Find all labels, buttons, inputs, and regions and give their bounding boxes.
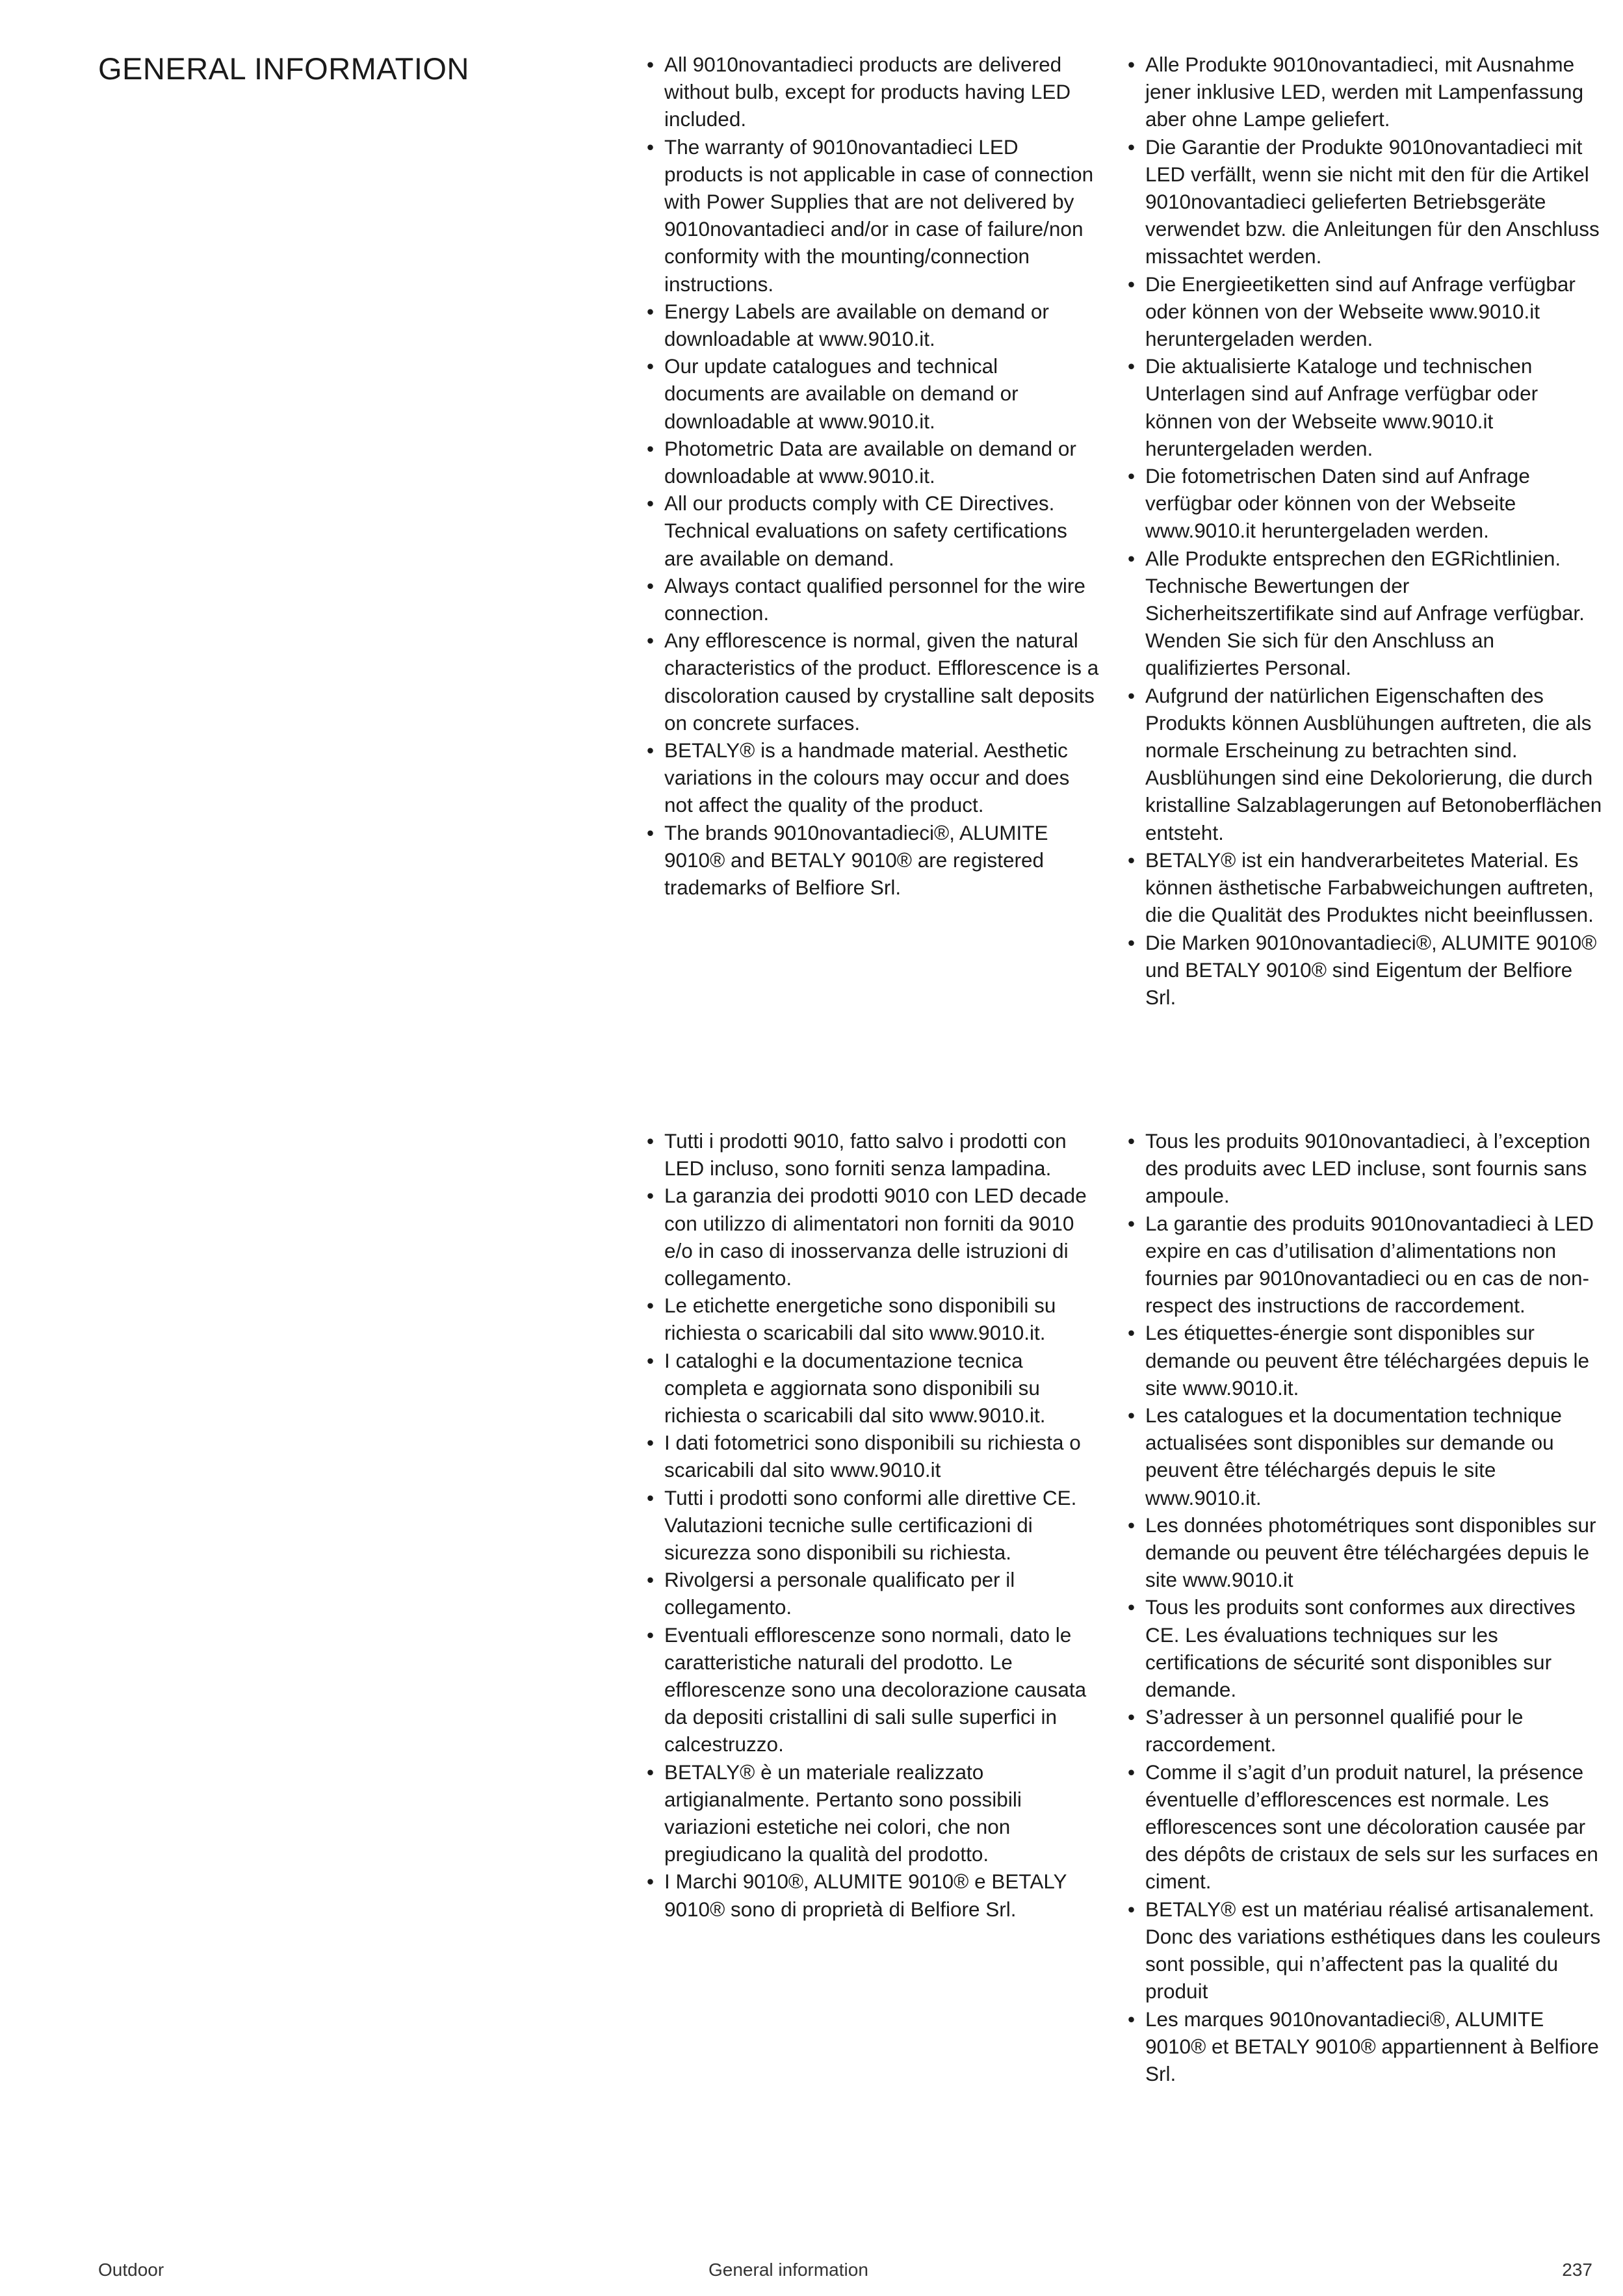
- list-item: • I Marchi 9010®, ALUMITE 9010® e BETALY 9010® sono di proprietà di Belfiore Srl.: [647, 1868, 1102, 1922]
- page-number: 237: [1562, 2260, 1592, 2280]
- english-info-list: [647, 51, 1102, 901]
- list-item: • Les catalogues et la documentation technique actualisées sont disponibles sur demande ou peuvent être téléchargés depuis le site www.9010.it.: [1128, 1402, 1602, 1511]
- page-title: GENERAL INFORMATION: [98, 51, 469, 86]
- list-item: • Les étiquettes-énergie sont disponibles sur demande ou peuvent être téléchargées depuis le site www.9010.it.: [1128, 1319, 1602, 1402]
- list-item: • The brands 9010novantadieci®, ALUMITE 9010® and BETALY 9010® are registered trademarks of Belfiore Srl.: [647, 819, 1102, 902]
- list-item: • The warranty of 9010novantadieci LED products is not applicable in case of connection with Power Supplies that are not delivered by 9010novantadieci and/or in case of failure/non conformity with the mounting/connection instructions.: [647, 133, 1102, 298]
- list-item: • Die Marken 9010novantadieci®, ALUMITE 9010® und BETALY 9010® sind Eigentum der Belfiore Srl.: [1128, 929, 1602, 1011]
- list-item: • Die Garantie der Produkte 9010novantadieci mit LED verfällt, wenn sie nicht mit den für die Artikel 9010novantadieci gelieferten Betriebsgeräte verwendet bzw. die Anleitungen für den Anschluss missachtet werden.: [1128, 133, 1602, 270]
- list-item: • S’adresser à un personnel qualifié pour le raccordement.: [1128, 1703, 1602, 1758]
- list-item: • Alle Produkte entsprechen den EGRichtlinien. Technische Bewertungen der Sicherheitszertifikate sind auf Anfrage verfügbar. Wenden Sie sich für den Anschluss an qualifiziertes Personal.: [1128, 545, 1602, 682]
- footer-section: Outdoor: [98, 2260, 164, 2280]
- list-item: • BETALY® is a handmade material. Aesthetic variations in the colours may occur and does not affect the quality of the product.: [647, 737, 1102, 819]
- list-item: • La garanzia dei prodotti 9010 con LED decade con utilizzo di alimentatori non forniti da 9010 e/o in caso di inosservanza delle istruzioni di collegamento.: [647, 1182, 1102, 1292]
- list-item: • Les données photométriques sont disponibles sur demande ou peuvent être téléchargées depuis le site www.9010.it: [1128, 1511, 1602, 1594]
- list-item: • Tutti i prodotti 9010, fatto salvo i prodotti con LED incluso, sono forniti senza lampadina.: [647, 1127, 1102, 1182]
- list-item: • Alle Produkte 9010novantadieci, mit Ausnahme jener inklusive LED, werden mit Lampenfassung aber ohne Lampe geliefert.: [1128, 51, 1602, 133]
- list-item: • BETALY® è un materiale realizzato artigianalmente. Pertanto sono possibili variazioni estetiche nei colori, che non pregiudicano la qualità del prodotto.: [647, 1758, 1102, 1868]
- list-item: • Our update catalogues and technical documents are available on demand or downloadable at www.9010.it.: [647, 352, 1102, 435]
- list-item: • All our products comply with CE Directives. Technical evaluations on safety certifications are available on demand.: [647, 489, 1102, 572]
- list-item: • Aufgrund der natürlichen Eigenschaften des Produkts können Ausblühungen auftreten, die als normale Erscheinung zu betrachten sind. Ausblühungen sind eine Dekolorierung, die durch kristalline Salzablagerungen auf Betonoberflächen entsteht.: [1128, 682, 1602, 846]
- list-item: • Le etichette energetiche sono disponibili su richiesta o scaricabili dal sito www.9010.it.: [647, 1292, 1102, 1346]
- list-item: • Photometric Data are available on demand or downloadable at www.9010.it.: [647, 435, 1102, 489]
- list-item: • BETALY® ist ein handverarbeitetes Material. Es können ästhetische Farbabweichungen auftreten, die die Qualität des Produktes nicht beeinflussen.: [1128, 846, 1602, 929]
- list-item: • Tous les produits sont conformes aux directives CE. Les évaluations techniques sur les certifications de sécurité sont disponibles sur demande.: [1128, 1593, 1602, 1703]
- italian-info-list: [647, 1127, 1102, 1923]
- list-item: • Die Energieetiketten sind auf Anfrage verfügbar oder können von der Webseite www.9010.it heruntergeladen werden.: [1128, 270, 1602, 353]
- list-item: • Die fotometrischen Daten sind auf Anfrage verfügbar oder können von der Webseite www.9010.it heruntergeladen werden.: [1128, 462, 1602, 545]
- list-item: • Les marques 9010novantadieci®, ALUMITE 9010® et BETALY 9010® appartiennent à Belfiore Srl.: [1128, 2005, 1602, 2088]
- list-item: • I dati fotometrici sono disponibili su richiesta o scaricabili dal sito www.9010.it: [647, 1429, 1102, 1483]
- list-item: • Eventuali efflorescenze sono normali, dato le caratteristiche naturali del prodotto. Le efflorescenze sono una decolorazione causata da depositi cristallini di sali sulle superfici in calcestruzzo.: [647, 1621, 1102, 1758]
- list-item: • La garantie des produits 9010novantadieci à LED expire en cas d’utilisation d’alimentations non fournies par 9010novantadieci ou en cas de non-respect des instructions de raccordement.: [1128, 1210, 1602, 1320]
- list-item: • Energy Labels are available on demand or downloadable at www.9010.it.: [647, 298, 1102, 352]
- german-info-list: [1128, 51, 1602, 1011]
- list-item: • Always contact qualified personnel for the wire connection.: [647, 572, 1102, 627]
- list-item: • Any efflorescence is normal, given the natural characteristics of the product. Efflorescence is a discoloration caused by crystalline salt deposits on concrete surfaces.: [647, 627, 1102, 737]
- list-item: • Comme il s’agit d’un produit naturel, la présence éventuelle d’efflorescences est normale. Les efflorescences sont une décoloration causée par des dépôts de cristaux de sels sur les surfaces en ciment.: [1128, 1758, 1602, 1896]
- list-item: • All 9010novantadieci products are delivered without bulb, except for products having LED included.: [647, 51, 1102, 133]
- list-item: • BETALY® est un matériau réalisé artisanalement. Donc des variations esthétiques dans les couleurs sont possible, qui n’affectent pas la qualité du produit: [1128, 1896, 1602, 2005]
- list-item: • Rivolgersi a personale qualificato per il collegamento.: [647, 1566, 1102, 1621]
- footer-chapter: General information: [708, 2260, 868, 2280]
- list-item: • Tous les produits 9010novantadieci, à l’exception des produits avec LED incluse, sont fournis sans ampoule.: [1128, 1127, 1602, 1210]
- list-item: • Die aktualisierte Kataloge und technischen Unterlagen sind auf Anfrage verfügbar oder können von der Webseite www.9010.it heruntergeladen werden.: [1128, 352, 1602, 462]
- french-info-list: [1128, 1127, 1602, 2087]
- list-item: • Tutti i prodotti sono conformi alle direttive CE. Valutazioni tecniche sulle certificazioni di sicurezza sono disponibili su richiesta.: [647, 1484, 1102, 1567]
- list-item: • I cataloghi e la documentazione tecnica completa e aggiornata sono disponibili su richiesta o scaricabili dal sito www.9010.it.: [647, 1347, 1102, 1429]
